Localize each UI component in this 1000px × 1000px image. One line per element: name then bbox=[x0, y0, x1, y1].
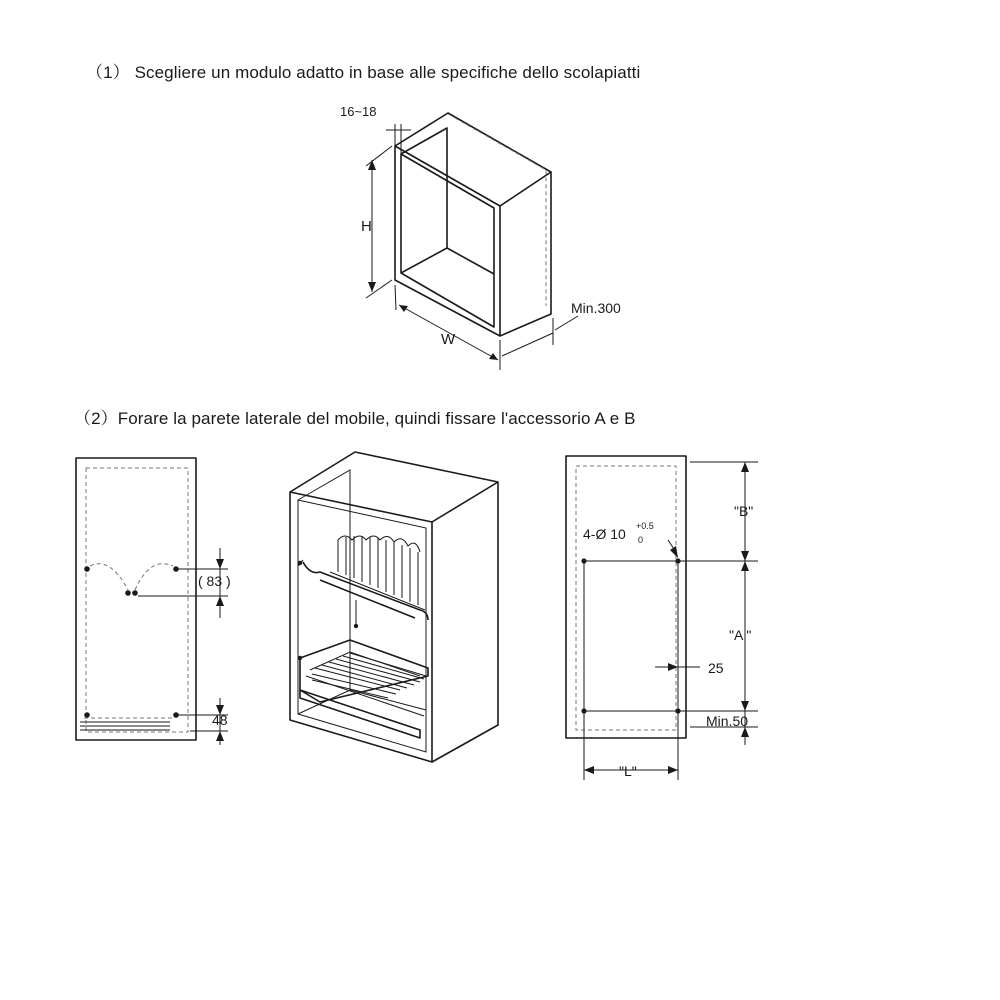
drilling-template-diagram bbox=[560, 450, 780, 790]
min-50-label: Min.50 bbox=[706, 713, 749, 729]
tolerance-lower: 0 bbox=[638, 535, 644, 545]
side-panel-diagram bbox=[70, 450, 260, 750]
dimension-b-label: "B" bbox=[734, 503, 754, 519]
tray-profile bbox=[80, 722, 170, 730]
tolerance-upper: +0.5 bbox=[636, 521, 654, 531]
step-2-title: （2）Forare la parete laterale del mobile, quindi fissare l'accessorio A e B bbox=[74, 409, 636, 428]
side-panel-outline bbox=[76, 458, 196, 740]
drip-tray bbox=[298, 640, 428, 738]
width-label: W bbox=[441, 331, 456, 348]
cabinet-inner-back bbox=[401, 128, 447, 248]
dimension-a-label: "A " bbox=[729, 627, 752, 643]
depth-label: Min.300 bbox=[571, 300, 621, 316]
offset-25-label: 25 bbox=[708, 660, 724, 676]
cabinet-with-rack-diagram bbox=[280, 445, 505, 765]
lower-spacing-label: 48 bbox=[212, 712, 228, 728]
height-label: H bbox=[361, 218, 372, 235]
upper-spacing-label: ( 83 ) bbox=[198, 573, 231, 589]
dimension-l-label: "L" bbox=[619, 763, 637, 779]
rack-cabinet-front bbox=[290, 492, 432, 762]
thickness-label: 16~18 bbox=[340, 104, 377, 119]
cabinet-inner-bottom bbox=[401, 248, 494, 274]
step-1-title: （1） Scegliere un modulo adatto in base alle specifiche dello scolapiatti bbox=[86, 63, 641, 82]
cabinet-back-edge bbox=[500, 172, 551, 336]
hole-spec-label: 4-Ø 10 bbox=[583, 526, 626, 542]
cabinet-module-diagram bbox=[330, 100, 650, 390]
plate-rack bbox=[298, 536, 428, 628]
depth-dimension-line bbox=[502, 333, 553, 356]
